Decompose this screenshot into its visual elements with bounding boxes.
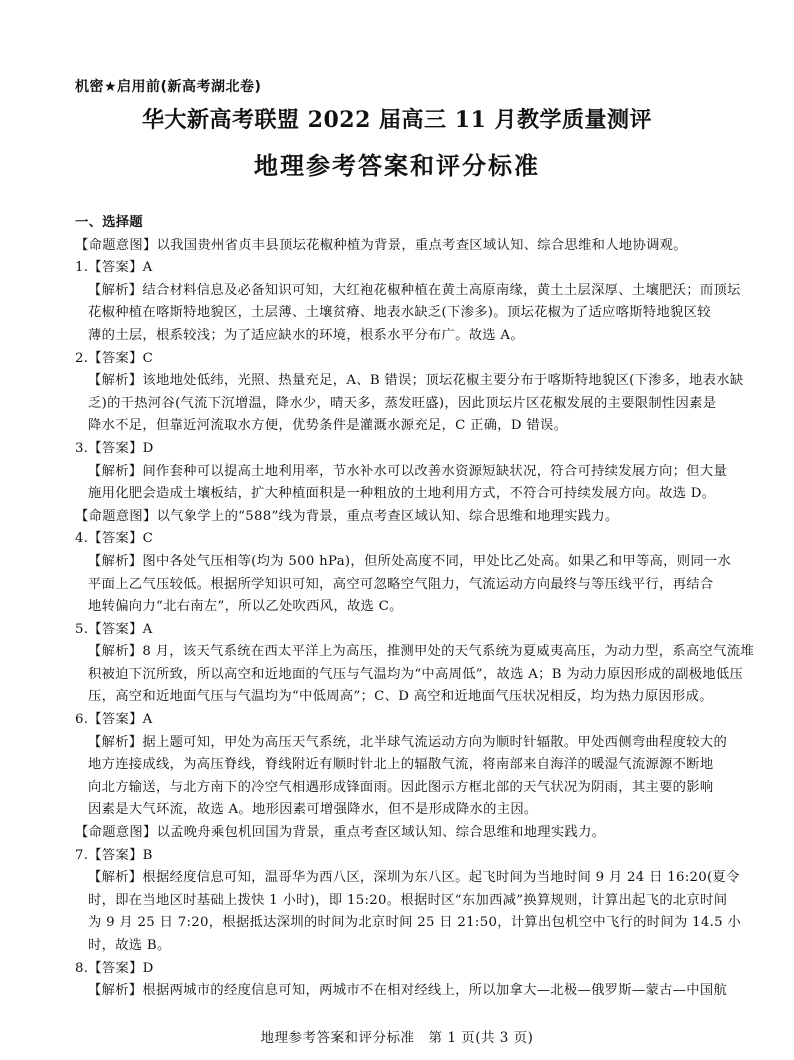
- text-line: 【命题意图】以孟晚舟乘包机回国为背景，重点考查区域认知、综合思维和地理实践力。: [75, 825, 606, 841]
- text-line: 乏)的干热河谷(气流下沉增温，降水少，晴天多，蒸发旺盛)，因此顶坛片区花椒发展的主要限制性因素是: [88, 395, 717, 411]
- text-line: 降水不足，但靠近河流取水方便，优势条件是灌溉水源充足，C 正确，D 错误。: [88, 418, 568, 434]
- text-line: 因素是大气环流，故选 A。地形因素可增强降水，但不是形成降水的主因。: [88, 802, 538, 818]
- page-subtitle: 地理参考答案和评分标准: [254, 151, 540, 180]
- text-line: 积被迫下沉所致，所以高空和近地面的气压与气温均为“中高周低”，故选 A；B 为动力原因形成的副极地低压: [88, 666, 744, 682]
- text-line: 薄的土层，根系较浅；为了适应缺水的环境，根系水平分布广。故选 A。: [88, 327, 524, 343]
- text-line: 【命题意图】以气象学上的“588”线为背景，重点考查区域认知、综合思维和地理实践力。: [75, 508, 619, 524]
- text-line: 【解析】该地地处低纬，光照、热量充足，A、B 错误；顶坛花椒主要分布于喀斯特地貌区(下渗多，地表水缺: [88, 373, 744, 389]
- text-line: 时，即在当地区时基础上拨快 1 小时)，即 15:20。根据时区“东加西减”换算规则，计算出起飞的北京时间: [88, 892, 728, 908]
- text-line: 地转偏向力“北右南左”，所以乙处吹西风，故选 C。: [88, 599, 403, 615]
- text-line: 【解析】根据经度信息可知，温哥华为西八区，深圳为东八区。起飞时间为当地时间 9 月 24 日 16:20(夏令: [88, 870, 740, 886]
- text-line: 2.【答案】C: [75, 350, 154, 366]
- text-line: 花椒种植在喀斯特地貌区，土层薄、土壤贫瘠、地表水缺乏(下渗多)。顶坛花椒为了适应喀斯特地貌区较: [88, 305, 711, 321]
- text-line: 【解析】间作套种可以提高土地利用率，节水补水可以改善水资源短缺状况，符合可持续发展方向；但大量: [88, 463, 728, 479]
- text-line: 时，故选 B。: [88, 938, 171, 953]
- text-line: 施用化肥会造成土壤板结，扩大种植面积是一种粗放的土地利用方式，不符合可持续发展方向。故选 D。: [88, 486, 716, 502]
- text-line: 一、选择题: [75, 215, 143, 230]
- text-line: 6.【答案】A: [75, 712, 153, 728]
- text-line: 【解析】图中各处气压相等(均为 500 hPa)，但所处高度不同，甲处比乙处高。如果乙和甲等高，则同一水: [88, 553, 732, 569]
- text-line: 1.【答案】A: [75, 260, 153, 276]
- text-line: 3.【答案】D: [75, 440, 154, 456]
- text-line: 地方连接成线，为高压脊线，脊线附近有顺时针北上的辐散气流，将南部来自海洋的暖湿气流源源不断地: [88, 757, 714, 773]
- text-line: 【解析】据上题可知，甲处为高压天气系统，北半球气流运动方向为顺时针辐散。甲处西侧弯曲程度较大的: [88, 734, 728, 750]
- page-footer: 地理参考答案和评分标准 第 1 页(共 3 页): [260, 1030, 534, 1046]
- text-line: 为 9 月 25 日 7:20，根据抵达深圳的时间为北京时间 25 日 21:50，计算出包机空中飞行的时间为 14.5 小: [88, 915, 742, 931]
- text-line: 8.【答案】D: [75, 960, 154, 976]
- text-line: 【解析】根据两城市的经度信息可知，两城市不在相对经线上，所以加拿大—北极—俄罗斯—蒙古—中国航: [88, 983, 728, 999]
- answer-content: [75, 212, 754, 1003]
- text-line: 5.【答案】A: [75, 621, 153, 637]
- text-line: 【解析】8 月，该天气系统在西太平洋上为高压，推测甲处的天气系统为夏威夷高压，为动力型，系高空气流堆: [88, 644, 754, 660]
- page-title: 华大新高考联盟 2022 届高三 11 月教学质量测评: [142, 107, 652, 133]
- text-line: 7.【答案】B: [75, 847, 153, 863]
- text-line: 压，高空和近地面气压与气温均为“中低周高”；C、D 高空和近地面气压状况相反，均为热力原因形成。: [88, 689, 713, 705]
- text-line: 【解析】结合材料信息及必备知识可知，大红袍花椒种植在黄土高原南缘，黄土土层深厚、土壤肥沃；而顶坛: [88, 282, 741, 298]
- text-line: 向北方输送，与北方南下的冷空气相遇形成锋面雨。因此图示方框北部的天气状况为阴雨，其主要的影响: [88, 779, 714, 795]
- text-line: 平面上乙气压较低。根据所学知识可知，高空可忽略空气阻力，气流运动方向最终与等压线平行，再结合: [88, 576, 714, 592]
- text-line: 4.【答案】C: [75, 531, 154, 547]
- text-line: 【命题意图】以我国贵州省贞丰县顶坛花椒种植为背景，重点考查区域认知、综合思维和人地协调观。: [75, 237, 687, 253]
- confidential-label: 机密★启用前(新高考湖北卷): [75, 79, 262, 95]
